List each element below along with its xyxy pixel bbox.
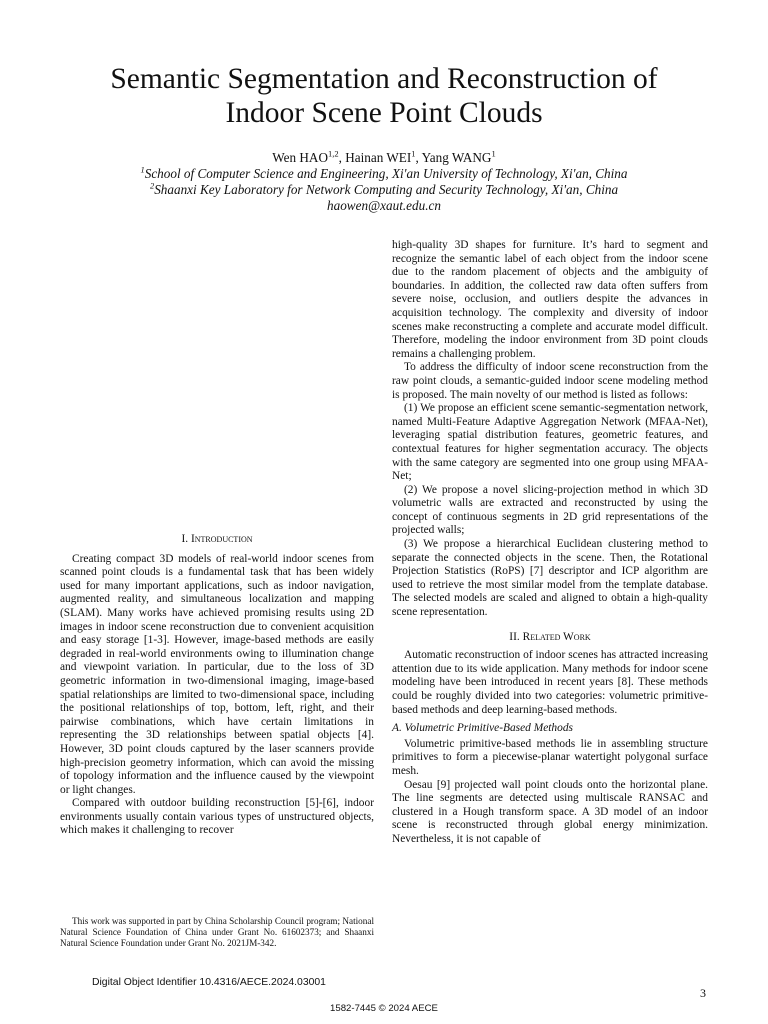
- doi-line[interactable]: Digital Object Identifier 10.4316/AECE.2024.03001: [92, 977, 326, 988]
- funding-footnote: This work was supported in part by China Scholarship Council program; National Natural Science Foundation of China under Grant No. 61602373; and Shaanxi Natural Science Foundation under Grant No. 2021JM-342.: [60, 916, 374, 948]
- paragraph: (2) We propose a novel slicing-projection method in which 3D volumetric walls are extracted and reconstructed by using the concept of continuous segments in 2D grid representations of the projected walls;: [392, 483, 708, 537]
- section-title: Introduction: [190, 533, 253, 545]
- section-title: Related Work: [522, 630, 591, 643]
- paragraph: (1) We propose an efficient scene semantic-segmentation network, named Multi-Feature Adaptive Aggregation Network (MFAA-Net), leveraging spatial distribution features, geometric features, and contextual features for higher segmentation accuracy. The objects with the same category are segmented into one group using MFAA-Net;: [392, 402, 708, 483]
- author-3: , Yang WANG: [415, 150, 492, 165]
- page-number: 3: [700, 986, 706, 1000]
- paragraph: Creating compact 3D models of real-world indoor scenes from scanned point clouds is a fundamental task that has been widely used for many important applications, such as indoor navigation, augmented reality, and simultaneous localization and mapping (SLAM). Many works have achieved promising results using 2D images in indoor scene reconstruction due to convenient acquisition and easy storage [1-3]. However, image-based methods are easily degraded in real-world environments owing to illumination change and viewpoint variation. In particular, due to the loss of 3D geometric information in two-dimensional imaging, image-based spatial relationships are limited to two-dimensional space, including the positional relationships of top, bottom, left, right, and their pairwise combinations, which have certain limitations in representing the 3D relationships between spatial objects [4]. However, 3D point clouds captured by the laser scanners provide high-precision geometry information, which can avoid the missing of topology information and the influence caused by the viewpoint or light changes.: [60, 552, 374, 796]
- paragraph: Compared with outdoor building reconstruction [5]-[6], indoor environments usually contain various types of unstructured objects, which makes it challenging to recover: [60, 797, 374, 837]
- paragraph: Oesau [9] projected wall point clouds onto the horizontal plane. The line segments are detected using multiscale RANSAC and clustered in a Hough transform space. A 3D model of an indoor scene is reconstructed through global energy minimization. Nevertheless, it is not capable of: [392, 778, 708, 845]
- subsection-heading: A. Volumetric Primitive-Based Methods: [392, 722, 573, 735]
- author-1: Wen HAO: [272, 150, 328, 165]
- paragraph: To address the difficulty of indoor scene reconstruction from the raw point clouds, a semantic-guided indoor scene modeling method is proposed. The main novelty of our method is listed as follows:: [392, 361, 708, 401]
- right-column: [392, 239, 708, 847]
- paragraph: high-quality 3D shapes for furniture. It’s hard to segment and recognize the semantic label of each object from the indoor scene due to the random placement of objects and the ambiguity of boundaries. In addition, the collected raw data often suffers from severe noise, occlusion, and outliers despite the advances in acquisition technology. The complexity and diversity of indoor scenes make reconstructing a complete and accurate model difficult. Therefore, modeling the indoor environment from 3D point clouds remains a challenging problem.: [392, 239, 708, 360]
- author-2-sup: 1: [411, 148, 416, 159]
- author-names: [40, 150, 728, 166]
- author-block: [40, 150, 728, 214]
- affiliation-1-text: School of Computer Science and Engineering, Xi'an University of Technology, Xi'an, China: [144, 166, 628, 181]
- section-number: II.: [509, 630, 520, 643]
- title-line-2: Indoor Scene Point Clouds: [225, 97, 543, 129]
- paragraph: Volumetric primitive-based methods lie in assembling structure primitives to form a piecewise-planar watertight polygonal surface mesh.: [392, 737, 708, 777]
- section-number: I.: [181, 533, 189, 545]
- author-3-sup: 1: [491, 148, 496, 159]
- left-column: [60, 533, 374, 838]
- paper-title: [40, 62, 728, 130]
- paragraph: (3) We propose a hierarchical Euclidean clustering method to separate the connected objects in the scene. Then, the Rotational Projection Statistics (RoPS) [7] descriptor and ICP algorithm are used to retrieve the most similar model from the template database. The selected models are scaled and aligned to obtain a high-quality scene representation.: [392, 538, 708, 619]
- paragraph: Automatic reconstruction of indoor scenes has attracted increasing attention due to its wide application. Many methods for indoor scene modeling have been introduced in recent years [8]. These methods could be roughly divided into two categories: volumetric primitive-based methods and deep learning-based methods.: [392, 649, 708, 716]
- copyright-line: 1582-7445 © 2024 AECE: [330, 1003, 438, 1014]
- affiliation-2-text: Shaanxi Key Laboratory for Network Computing and Security Technology, Xi'an, China: [154, 182, 619, 197]
- affiliation-1: [40, 166, 728, 182]
- author-1-sup: 1,2: [327, 148, 339, 159]
- author-email[interactable]: haowen@xaut.edu.cn: [327, 198, 441, 213]
- affiliation-2-sup: 2: [149, 180, 155, 191]
- affiliation-1-sup: 1: [140, 164, 145, 175]
- section-heading-related-work: [392, 631, 708, 645]
- section-heading-introduction: [60, 533, 374, 547]
- author-2: , Hainan WEI: [338, 150, 412, 165]
- affiliation-2: [40, 182, 728, 198]
- title-line-1: Semantic Segmentation and Reconstruction of: [110, 63, 658, 95]
